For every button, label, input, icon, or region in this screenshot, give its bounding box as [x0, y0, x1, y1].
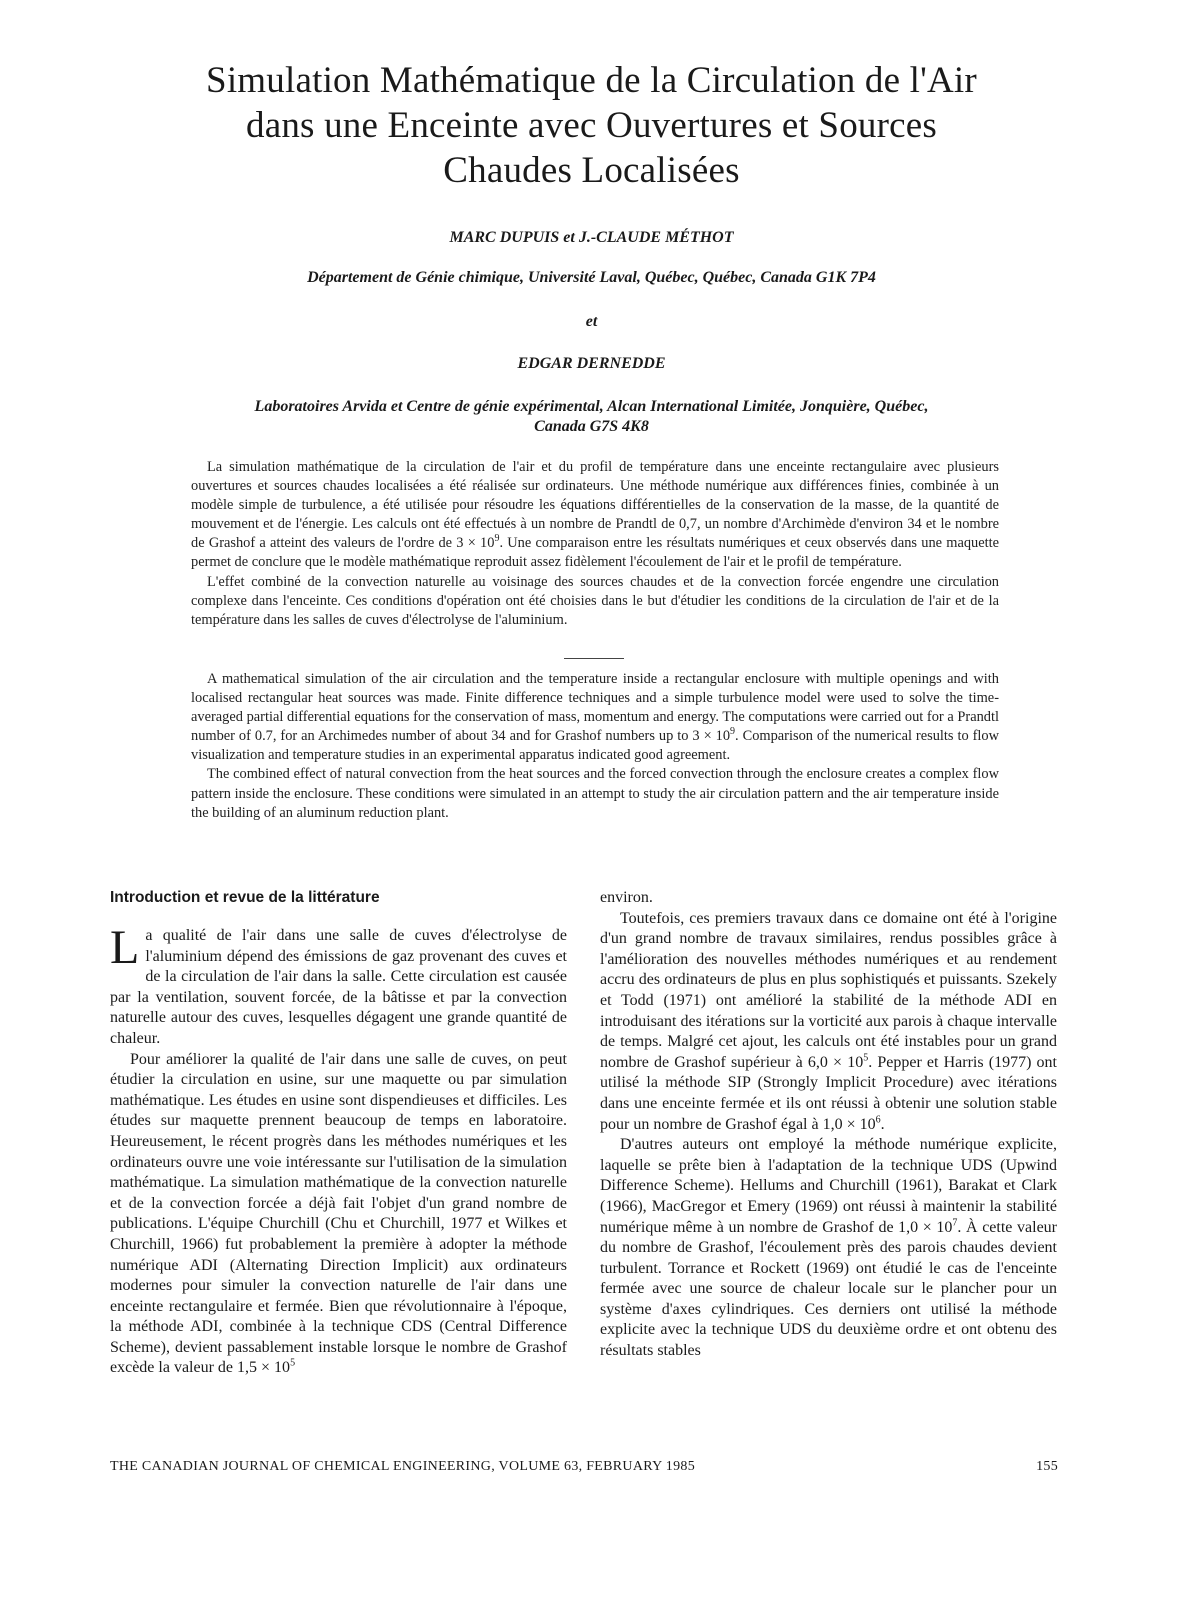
section-heading: Introduction et revue de la littérature [110, 889, 380, 906]
intro-paragraph-2: Pour améliorer la qualité de l'air dans une salle de cuves, on peut étudier la circulation en usine, sur une maquette ou par simulation mathématique. Les études en usine sont dispendieuses et difficiles. Les études sur maquette prennent beaucoup de temps en laboratoire. Heureusement, le récent progrès dans les méthodes numériques et les ordinateurs ouvre une voie intéressante sur l'utilisation de la simulation mathématique. La simulation mathématique de la convection naturelle et de la convection forcée a déjà fait l'objet d'un grand nombre de publications. L'équipe Churchill (Chu et Churchill, 1977 et Wilkes et Churchill, 1966) fut probablement la première à adopter la méthode numérique ADI (Alternating Direction Implicit) aux ordinateurs modernes pour simuler la convection naturelle de l'air dans une enceinte rectangulaire et fermée. Bien que révolutionnaire à l'époque, la méthode ADI, combinée à la technique CDS (Central Difference Scheme), devient passablement instable lorsque le nombre de Grashof excède la valeur de $1,5 \times 10^5$ [110, 1050, 567, 1377]
body-column-left [110, 888, 567, 1379]
affiliation-alcan-line-2: Canada G7S 4K8 [534, 418, 649, 435]
drop-cap: L [110, 921, 140, 974]
authors-secondary: EDGAR DERNEDDE [517, 355, 666, 372]
intro-paragraph-1: La qualité de l'air dans une salle de cuves d'électrolyse de l'aluminium dépend des émissions de gaz provenant des cuves et de la circulation de l'air dans la salle. Cette circulation est causée par la ventilation, souvent forcée, de la bâtisse et par la convection naturelle autour des cuves, lesquelles dégagent une grande quantité de chaleur. [110, 921, 567, 1047]
page-number: 155 [1036, 1459, 1058, 1474]
title-line-3: Chaudes Localisées [443, 150, 740, 191]
abstract-divider [564, 658, 624, 659]
affiliation-laval: Département de Génie chimique, Université Laval, Québec, Québec, Canada G1K 7P4 [307, 269, 876, 286]
affiliation-alcan [120, 397, 1063, 437]
author-conjunction: et [585, 313, 598, 330]
abstract-english [191, 670, 999, 823]
abstract-english-paragraph-1: A mathematical simulation of the air circulation and the temperature inside a rectangular enclosure with multiple openings and with localised rectangular heat sources was made. Finite difference techniques and a simple turbulence model were used to solve the time-averaged partial differential equations for the conservation of mass, momentum and energy. The computations were carried out for a Prandtl number of 0.7, for an Archimedes number of about 34 and for Grashof numbers up to $3 \times 10^9$. Comparison of the numerical results to flow visualization and temperature studies in an experimental apparatus indicated good agreement. [191, 671, 999, 764]
intro-paragraph-3: Toutefois, ces premiers travaux dans ce domaine ont été à l'origine d'un grand nombre de travaux similaires, rendus possibles grâce à l'amélioration des nouvelles méthodes numériques et au rendement accru des ordinateurs de plus en plus sophistiqués et puissants. Szekely et Todd (1971) ont amélioré la stabilité de la méthode ADI en introduisant des itérations sur la vorticité aux parois à chaque intervalle de temps. Malgré cet ajout, les calculs ont été instables pour un grand nombre de Grashof supérieur à $6,0 \times 10^5$. Pepper et Harris (1977) ont utilisé la méthode SIP (Strongly Implicit Procedure) avec itérations dans une enceinte fermée et ils ont réussi à obtenir une solution stable pour un nombre de Grashof égal à $1,0 \times 10^6$. [600, 909, 1058, 1133]
article-title [120, 58, 1063, 193]
intro-paragraph-4: D'autres auteurs ont employé la méthode numérique explicite, laquelle se prête bien à l'adaptation de la technique UDS (Upwind Difference Scheme). Hellums and Churchill (1961), Barakat et Clark (1966), MacGregor et Emery (1969) ont réussi à maintenir la stabilité numérique même à un nombre de Grashof de $1,0 \times 10^7$. À cette valeur du nombre de Grashof, l'écoulement près des parois chaudes devient turbulent. Torrance et Rockett (1969) ont étudié le cas de l'enceinte fermée avec une source de chaleur locale sur le plancher pour un système d'axes cylindriques. Ces derniers ont utilisé la méthode explicite avec la technique UDS du deuxième ordre et ont obtenu des résultats stables [600, 1136, 1057, 1360]
intro-continuation: environ. [600, 889, 653, 906]
title-line-1: Simulation Mathématique de la Circulation de l'Air [206, 60, 977, 101]
abstract-french-paragraph-1: La simulation mathématique de la circulation de l'air et du profil de température dans une enceinte rectangulaire avec plusieurs ouvertures et sources chaudes localisées a été réalisée sur ordinateurs. Une méthode numérique aux différences finies, combinée à un modèle simple de turbulence, a été utilisée pour résoudre les équations différentielles de la conservation de la masse, de la quantité de mouvement et de l'énergie. Les calculs ont été effectués à un nombre de Prandtl de 0,7, un nombre d'Archimède d'environ 34 et le nombre de Grashof a atteint des valeurs de l'ordre de $3 \times 10^9$. Une comparaison entre les résultats numériques et ceux observés dans une maquette permet de conclure que le modèle mathématique reproduit assez fidèlement l'écoulement de l'air et le profil de température. [191, 459, 1000, 571]
authors-primary: MARC DUPUIS et J.-CLAUDE MÉTHOT [449, 229, 734, 246]
abstract-english-paragraph-2: The combined effect of natural convection from the heat sources and the forced convection through the enclosure creates a complex flow pattern inside the enclosure. These conditions were simulated in an attempt to study the air circulation pattern and the air temperature inside the building of an aluminum reduction plant. [191, 766, 999, 821]
abstract-french-paragraph-2: L'effet combiné de la convection naturelle au voisinage des sources chaudes et de la convection forcée engendre une circulation complexe dans l'enceinte. Ces conditions d'opération ont été choisies dans le but d'étudier les conditions de la circulation de l'air et de la température dans les salles de cuves d'électrolyse de l'aluminium. [191, 573, 999, 628]
abstract-french [191, 458, 999, 630]
body-column-right [600, 888, 1057, 1362]
affiliation-alcan-line-1: Laboratoires Arvida et Centre de génie expérimental, Alcan International Limitée, Jonquière, Québec, [254, 398, 929, 415]
journal-citation: THE CANADIAN JOURNAL OF CHEMICAL ENGINEERING, VOLUME 63, FEBRUARY 1985 [110, 1459, 696, 1474]
title-line-2: dans une Enceinte avec Ouvertures et Sources [246, 105, 937, 146]
page-footer [110, 1458, 1058, 1476]
